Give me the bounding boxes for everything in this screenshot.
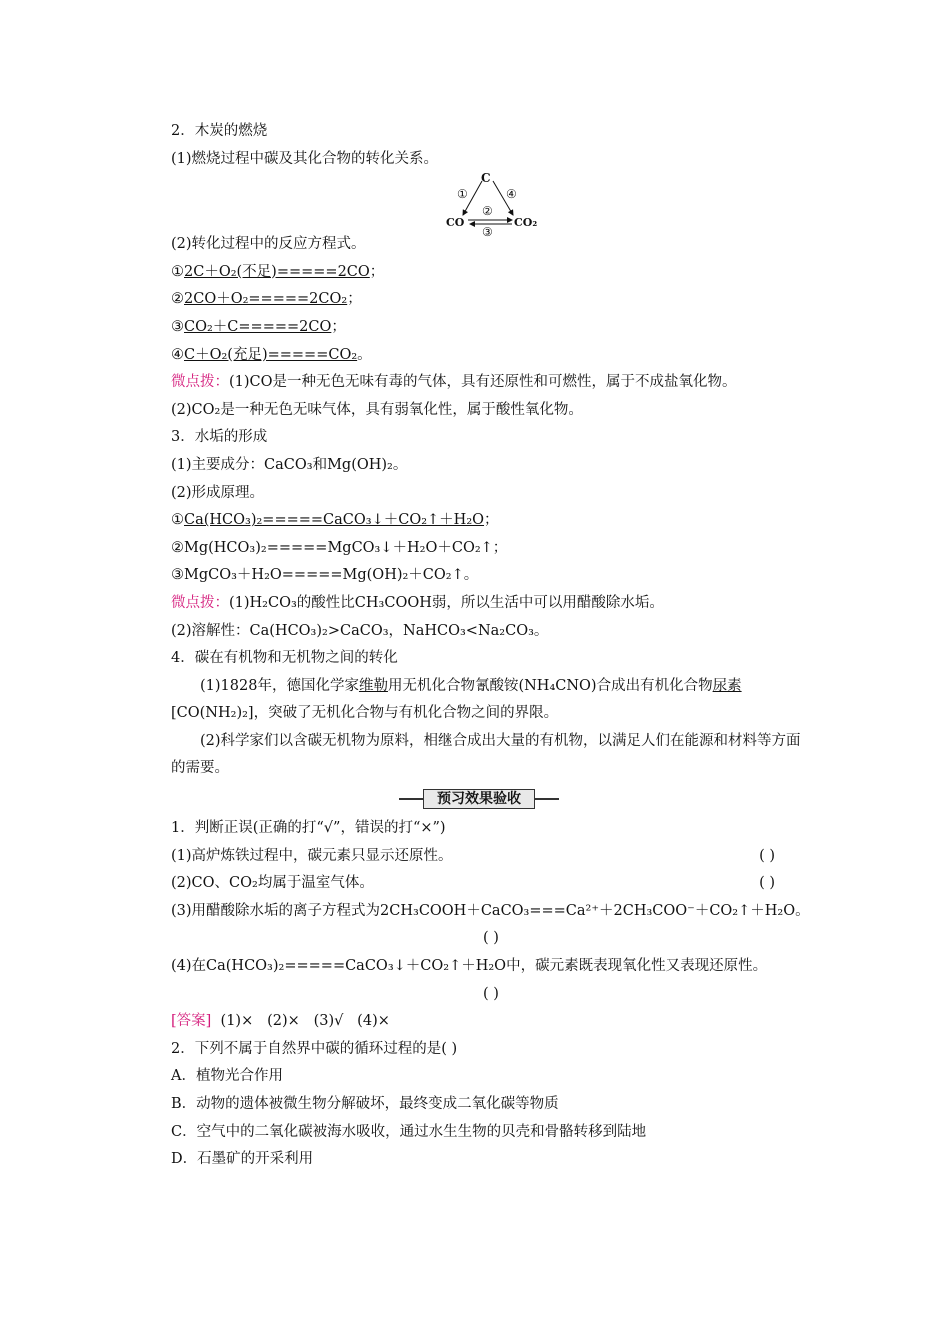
question-item xyxy=(171,870,811,898)
text: 用无机化合物氰酸铵(NH₄CNO)合成出有机化合物 xyxy=(387,677,713,694)
equation-line xyxy=(171,314,811,342)
equation: C＋O₂(充足)=====CO₂ xyxy=(184,346,358,363)
option-b: B．动物的遗体被微生物分解破坏，最终变成二氧化碳等物质 xyxy=(171,1096,559,1112)
tip-text: (1)CO是一种无色无味有毒的气体，具有还原性和可燃性，属于不成盐氧化物。 xyxy=(229,374,737,391)
equation-number: ② xyxy=(171,291,184,308)
tip-text: (1)H₂CO₃的酸性比CH₃COOH弱，所以生活中可以用醋酸除水垢。 xyxy=(229,594,664,611)
punctuation: ； xyxy=(347,291,362,308)
section-banner xyxy=(171,783,811,815)
diagram-node-co: CO xyxy=(446,216,465,230)
diagram-label-3: ③ xyxy=(482,225,493,240)
question-stem: 2．下列不属于自然界中碳的循环过程的是( ) xyxy=(171,1040,458,1057)
question-item: (3)用醋酸除水垢的离子方程式为2CH₃COOH＋CaCO₃===Ca²⁺＋2CH₃COO⁻＋CO₂↑＋H₂O。 xyxy=(171,902,810,919)
answer-bracket: ( ) xyxy=(483,930,499,947)
equation-line: ②Mg(HCO₃)₂=====MgCO₃↓＋H₂O＋CO₂↑； xyxy=(171,539,508,556)
equation-line: ③MgCO₃＋H₂O=====Mg(OH)₂＋CO₂↑。 xyxy=(171,567,479,584)
diagram-label-2: ② xyxy=(482,204,493,219)
question-item: (4)在Ca(HCO₃)₂=====CaCO₃↓＋CO₂↑＋H₂O中，碳元素既表现氧化性又表现还原性。 xyxy=(171,958,768,975)
equation-number: ① xyxy=(171,512,184,529)
answer-text: (1)× (2)× (3)√ (4)× xyxy=(211,1013,390,1030)
answer-bracket: ( ) xyxy=(759,847,775,864)
diagram-node-c: C xyxy=(481,171,491,186)
punctuation: ； xyxy=(369,263,385,280)
paragraph: (1)燃烧过程中碳及其化合物的转化关系。 xyxy=(171,150,439,167)
item-text: (2)CO、CO₂均属于温室气体。 xyxy=(171,875,374,892)
section-title-scale: 3．水垢的形成 xyxy=(171,429,268,446)
option-d: D．石墨矿的开采利用 xyxy=(171,1151,314,1168)
paragraph: (2)溶解性：Ca(HCO₃)₂>CaCO₃，NaHCO₃<Na₂CO₃。 xyxy=(171,622,549,639)
punctuation: ； xyxy=(331,318,346,335)
diagram-label-1: ① xyxy=(457,187,468,202)
urea-term: 尿素 xyxy=(712,677,742,694)
chemist-name: 维勒 xyxy=(358,677,388,694)
equation-number: ④ xyxy=(171,346,184,363)
equation-line xyxy=(171,507,811,535)
tip-line xyxy=(171,590,811,618)
document-body xyxy=(171,118,811,1174)
equation-number: ① xyxy=(171,263,184,280)
section-title-organic: 4．碳在有机物和无机物之间的转化 xyxy=(171,650,398,667)
option-c: C．空气中的二氧化碳被海水吸收，通过水生生物的贝壳和骨骼转移到陆地 xyxy=(171,1123,647,1140)
paragraph: (1)主要成分：CaCO₃和Mg(OH)₂。 xyxy=(171,456,408,473)
item-text: (1)高炉炼铁过程中，碳元素只显示还原性。 xyxy=(171,847,453,864)
banner-title: 预习效果验收 xyxy=(423,789,535,809)
paragraph: (2)科学家们以含碳无机物为原料，相继合成出大量的有机物，以满足人们在能源和材料等方面的需要。 xyxy=(171,732,801,777)
text: [CO(NH₂)₂]，突破了无机化合物与有机化合物之间的界限。 xyxy=(171,705,559,722)
text: (1)1828年，德国化学家 xyxy=(200,677,359,694)
answer-bracket: ( ) xyxy=(759,875,775,892)
diagram-label-4: ④ xyxy=(506,187,517,202)
carbon-conversion-diagram xyxy=(171,171,811,240)
answer-line xyxy=(171,1008,811,1036)
equation-line xyxy=(171,259,811,287)
paragraph xyxy=(171,673,811,728)
punctuation: 。 xyxy=(357,346,372,363)
tip-line xyxy=(171,369,811,397)
paragraph: (2)CO₂是一种无色无味气体，具有弱氧化性，属于酸性氧化物。 xyxy=(171,401,583,418)
tip-label: 微点拨： xyxy=(171,594,229,611)
paragraph: (2)形成原理。 xyxy=(171,484,265,501)
equation-line xyxy=(171,286,811,314)
question-item xyxy=(171,843,811,871)
equation: Ca(HCO₃)₂=====CaCO₃↓＋CO₂↑＋H₂O xyxy=(184,512,485,529)
equation-line xyxy=(171,342,811,370)
equation: CO₂＋C=====2CO xyxy=(184,318,332,335)
answer-bracket: ( ) xyxy=(483,985,499,1002)
equation: 2CO＋O₂=====2CO₂ xyxy=(184,291,348,308)
option-a: A．植物光合作用 xyxy=(171,1068,283,1085)
diagram-node-co2: CO₂ xyxy=(514,216,538,230)
answer-label: [答案] xyxy=(171,1013,212,1030)
punctuation: ； xyxy=(484,512,499,529)
tip-label: 微点拨： xyxy=(171,374,229,391)
paragraph: (2)转化过程中的反应方程式。 xyxy=(171,236,366,253)
question-stem: 1．判断正误(正确的打“√”，错误的打“×”) xyxy=(171,820,446,837)
section-title-charcoal: 2．木炭的燃烧 xyxy=(171,123,268,139)
equation: 2C＋O₂(不足)=====2CO xyxy=(184,263,370,280)
equation-number: ③ xyxy=(171,318,184,335)
